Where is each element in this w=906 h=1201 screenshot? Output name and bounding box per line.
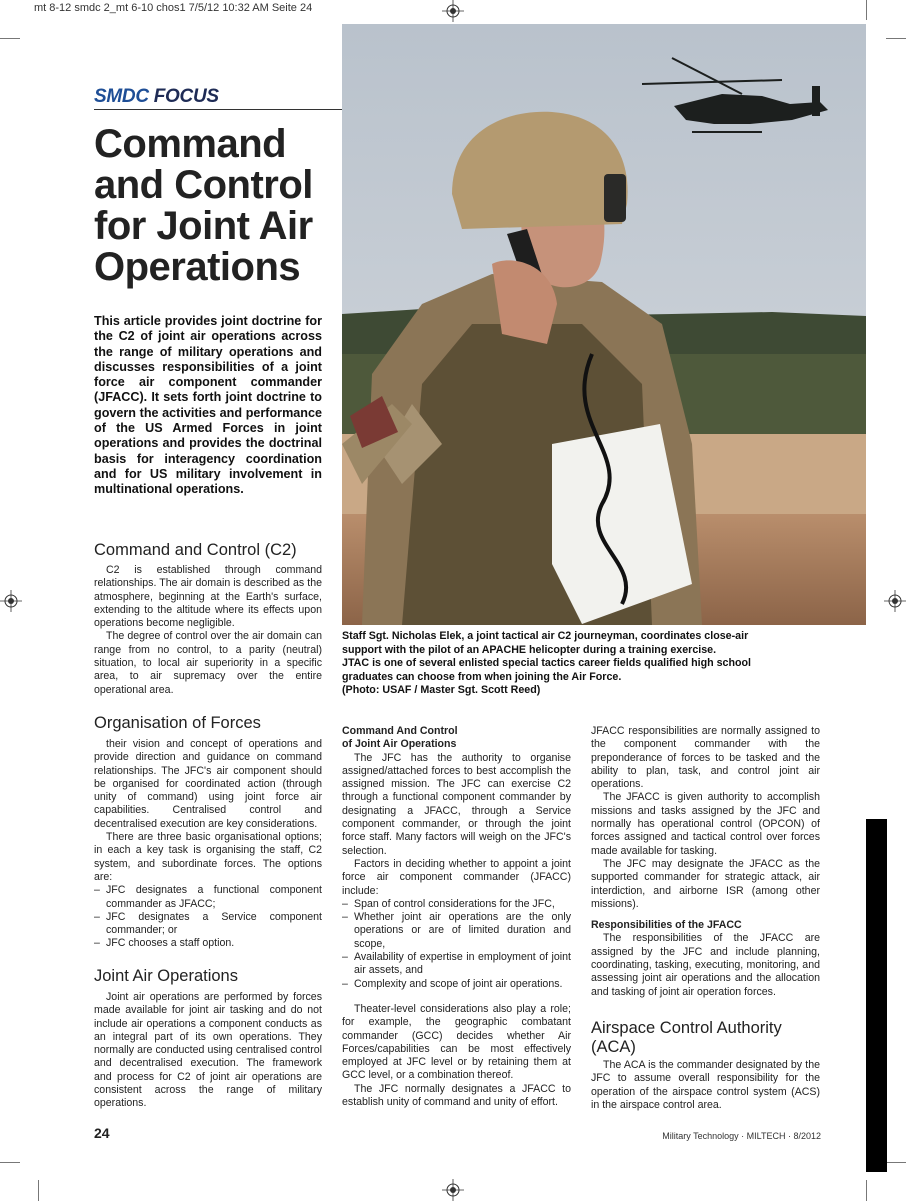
paragraph: The ACA is the commander designated by the JFC to assume overall responsibility for the operation of the airspace control system (ACS) in the airspace control area. <box>591 1059 820 1111</box>
paragraph: The responsibilities of the JFACC are assigned by the JFC and include planning, coordinating, tasking, executing, monitoring, and assessing joint air operations and the allocation and tasking of joint air operation forces. <box>591 932 820 998</box>
subheading-line-2: of Joint Air Operations <box>342 738 457 751</box>
registration-mark-icon <box>0 590 22 612</box>
registration-mark-icon <box>442 0 464 22</box>
edge-tab-bar <box>866 819 887 1172</box>
paragraph: The degree of control over the air domain can range from no control, to a parity (neutral) situation, to local air superiority in a specific area, to air supremacy over the entire operational area. <box>94 630 322 696</box>
caption-line-1: Staff Sgt. Nicholas Elek, a joint tactical air C2 journeyman, coordinates close-air support with the pilot of an APACHE helicopter during a training exercise. <box>342 630 749 656</box>
soldier-radio-photo <box>342 24 866 625</box>
column-2 <box>342 725 571 1109</box>
print-slug: mt 8-12 smdc 2_mt 6-10 chos1 7/5/12 10:32 AM Seite 24 <box>34 2 313 14</box>
heading-airspace-control-authority: Airspace Control Authority (ACA) <box>591 1019 782 1056</box>
list-item: – Complexity and scope of joint air operations. <box>342 978 571 991</box>
crop-mark <box>866 0 867 20</box>
crop-mark <box>38 1180 39 1201</box>
article-photo <box>342 24 866 625</box>
section-label-focus: FOCUS <box>153 86 219 107</box>
list-item: – JFC chooses a staff option. <box>94 937 322 950</box>
spacer <box>591 911 820 919</box>
paragraph: Joint air operations are performed by forces made available for joint air tasking and do not include air operations a component conducts as an integral part of its own operations. They normally are conducted using centralised control and decentralised execution. The framework and process for C2 of joint air operations are consistent across the range of military operations. <box>94 991 322 1110</box>
crop-mark <box>0 38 20 39</box>
registration-mark-icon <box>884 590 906 612</box>
list-item: – JFC designates a functional component commander as JFACC; <box>94 884 322 911</box>
column-1-jao <box>94 991 322 1111</box>
caption-credit: (Photo: USAF / Master Sgt. Scott Reed) <box>342 684 541 696</box>
list-item: – Whether joint air operations are the only operations or are of limited duration and scope, <box>342 911 571 951</box>
footer-publication: Military Technology · MILTECH · 8/2012 <box>662 1131 821 1141</box>
crop-mark <box>0 1162 20 1163</box>
section-label-smdc: SMDC <box>94 86 149 107</box>
options-list <box>94 884 322 950</box>
paragraph: their vision and concept of operations and provide direction and guidance on command relationships. The JFC's air component should be organised for coordinated action (through unity of command) using joint force air capabilities. Centralised control and decentralised execution are key considerations. <box>94 738 322 830</box>
section-label <box>94 86 219 108</box>
paragraph: Theater-level considerations also play a role; for example, the geographic combatant commander (GCC) decides whether Air Forces/capabilities can be most effectively employed at JFC level or by retaining them at GCC level, or a combination thereof. <box>342 1002 571 1082</box>
paragraph: Factors in deciding whether to appoint a joint force air component commander (JFACC) include: <box>342 857 571 897</box>
heading-command-and-control: Command and Control (C2) <box>94 541 297 559</box>
heading-organisation-of-forces: Organisation of Forces <box>94 714 261 732</box>
column-1-organisation <box>94 738 322 951</box>
subheading-line-1: Command And Control <box>342 725 458 737</box>
subheading-responsibilities: Responsibilities of the JFACC <box>591 919 742 932</box>
paragraph: JFACC responsibilities are normally assigned to the component commander with the preponderance of forces to be tasked and the ability to plan, task, and control joint air operations. <box>591 725 820 791</box>
list-item: – JFC designates a Service component commander; or <box>94 911 322 938</box>
registration-mark-icon <box>442 1179 464 1201</box>
paragraph: The JFC may designate the JFACC as the supported commander for strategic attack, air interdiction, and airborne ISR (among other missions). <box>591 857 820 910</box>
crop-mark <box>886 1162 906 1163</box>
paragraph: The JFACC is given authority to accomplish missions and tasks assigned by the JFC and normally has operational control (OPCON) of forces assigned and tactical control over forces made available for tasking. <box>591 791 820 857</box>
crop-mark <box>886 38 906 39</box>
crop-mark <box>866 1180 867 1201</box>
heading-joint-air-operations: Joint Air Operations <box>94 967 238 985</box>
caption-line-2: JTAC is one of several enlisted special tactics career fields qualified high school graduates can choose from when joining the Air Force. <box>342 657 752 683</box>
column-3-aca <box>591 1059 820 1112</box>
paragraph: The JFC has the authority to organise assigned/attached forces to best accomplish the assigned mission. The JFC can exercise C2 through a functional component commander by designating a JFACC, through a Service component commander, or through the joint force staff. Many factors will weigh on the JFC's selection. <box>342 751 571 857</box>
paragraph: There are three basic organisational options; in each a key task is organising the staff, C2 system, and subordinate forces. The options are: <box>94 831 322 883</box>
article-title: Command and Control for Joint Air Operations <box>94 122 313 289</box>
column-3 <box>591 725 820 999</box>
article-lead: This article provides joint doctrine for the C2 of joint air operations across the range of military operations and discusses responsibilities of a joint force air component commander (JFACC). It sets forth joint doctrine to govern the activities and performance of the US Armed Forces in joint operations and provides the doctrinal basis for interagency coordination and for US military involvement in multinational operations. <box>94 314 322 497</box>
spacer <box>342 991 571 1003</box>
page-number: 24 <box>94 1125 110 1141</box>
column-1-c2 <box>94 564 322 697</box>
list-item: – Availability of expertise in employment of joint air assets, and <box>342 951 571 978</box>
paragraph: The JFC normally designates a JFACC to establish unity of command and unity of effort. <box>342 1082 571 1109</box>
list-item: – Span of control considerations for the JFC, <box>342 898 571 911</box>
paragraph: C2 is established through command relationships. The air domain is described as the atmosphere, beginning at the Earth's surface, extending to the altitude where its effects upon operations become negligible. <box>94 564 322 630</box>
photo-caption <box>342 630 766 698</box>
factors-list <box>342 898 571 991</box>
